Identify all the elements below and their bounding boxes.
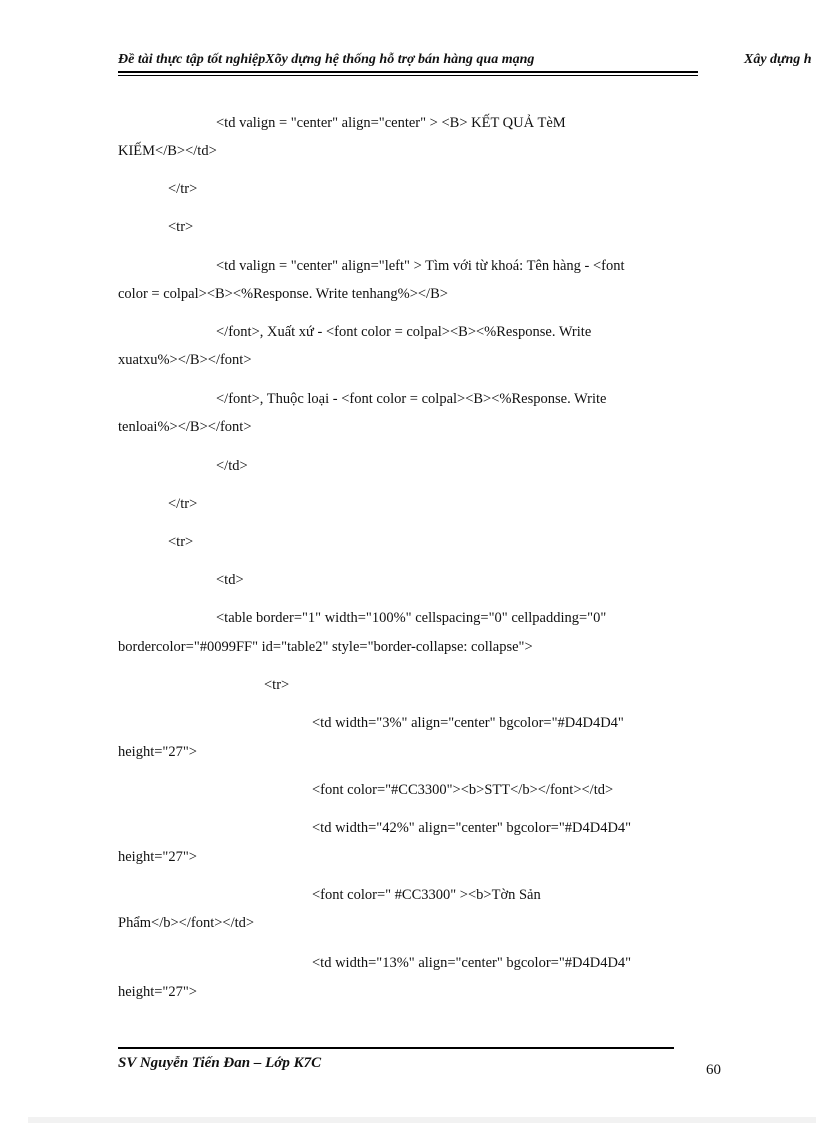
code-line: </font>, Thuộc loại - <font color = colpal><B><%Response. Write (216, 391, 607, 407)
header-chapter-title: Xây dựng h (744, 52, 812, 67)
code-line: <td> (216, 572, 244, 588)
code-line: </tr> (168, 181, 198, 197)
code-line: Phẩm</b></font></td> (118, 915, 255, 931)
header-document-title: Đề tài thực tập tốt nghiệpXõy dựng hệ thống hỗ trợ bán hàng qua mạng (118, 52, 535, 67)
code-line: xuatxu%></B></font> (118, 352, 252, 368)
code-line: tenloai%></B></font> (118, 419, 252, 435)
code-line: <font color="#CC3300"><b>STT</b></font></td> (312, 782, 614, 798)
code-line: <td valign = "center" align="left" > Tìm với từ khoá: Tên hàng - <font (216, 258, 625, 274)
code-line: height="27"> (118, 744, 197, 760)
page-number: 60 (706, 1062, 721, 1078)
code-line: height="27"> (118, 984, 197, 1000)
code-line: <font color=" #CC3300" ><b>Tờn Sản (312, 887, 541, 903)
code-line: <tr> (168, 219, 194, 235)
code-line: </tr> (168, 496, 198, 512)
header-rule-thick (118, 71, 698, 73)
code-line: <tr> (264, 677, 290, 693)
code-line: bordercolor="#0099FF" id="table2" style="border-collapse: collapse"> (118, 639, 533, 655)
code-line: </font>, Xuất xứ - <font color = colpal><B><%Response. Write (216, 324, 592, 340)
code-line: color = colpal><B><%Response. Write tenhang%></B> (118, 286, 448, 302)
code-line: <td width="13%" align="center" bgcolor="#D4D4D4" (312, 955, 632, 971)
code-line: height="27"> (118, 849, 197, 865)
code-line: <td width="3%" align="center" bgcolor="#D4D4D4" (312, 715, 624, 731)
footer-author: SV Nguyễn Tiến Đan – Lớp K7C (118, 1055, 322, 1071)
header-rule-thin (118, 75, 698, 76)
code-line: <td valign = "center" align="center" > <B> KẾT QUẢ TèM (216, 115, 566, 131)
code-line: </td> (216, 458, 248, 474)
footer-rule (118, 1047, 674, 1049)
code-line: <table border="1" width="100%" cellspacing="0" cellpadding="0" (216, 610, 607, 626)
code-line: <tr> (168, 534, 194, 550)
page-edge-band (28, 1117, 816, 1123)
code-line: KIẾM</B></td> (118, 143, 217, 159)
code-line: <td width="42%" align="center" bgcolor="#D4D4D4" (312, 820, 632, 836)
